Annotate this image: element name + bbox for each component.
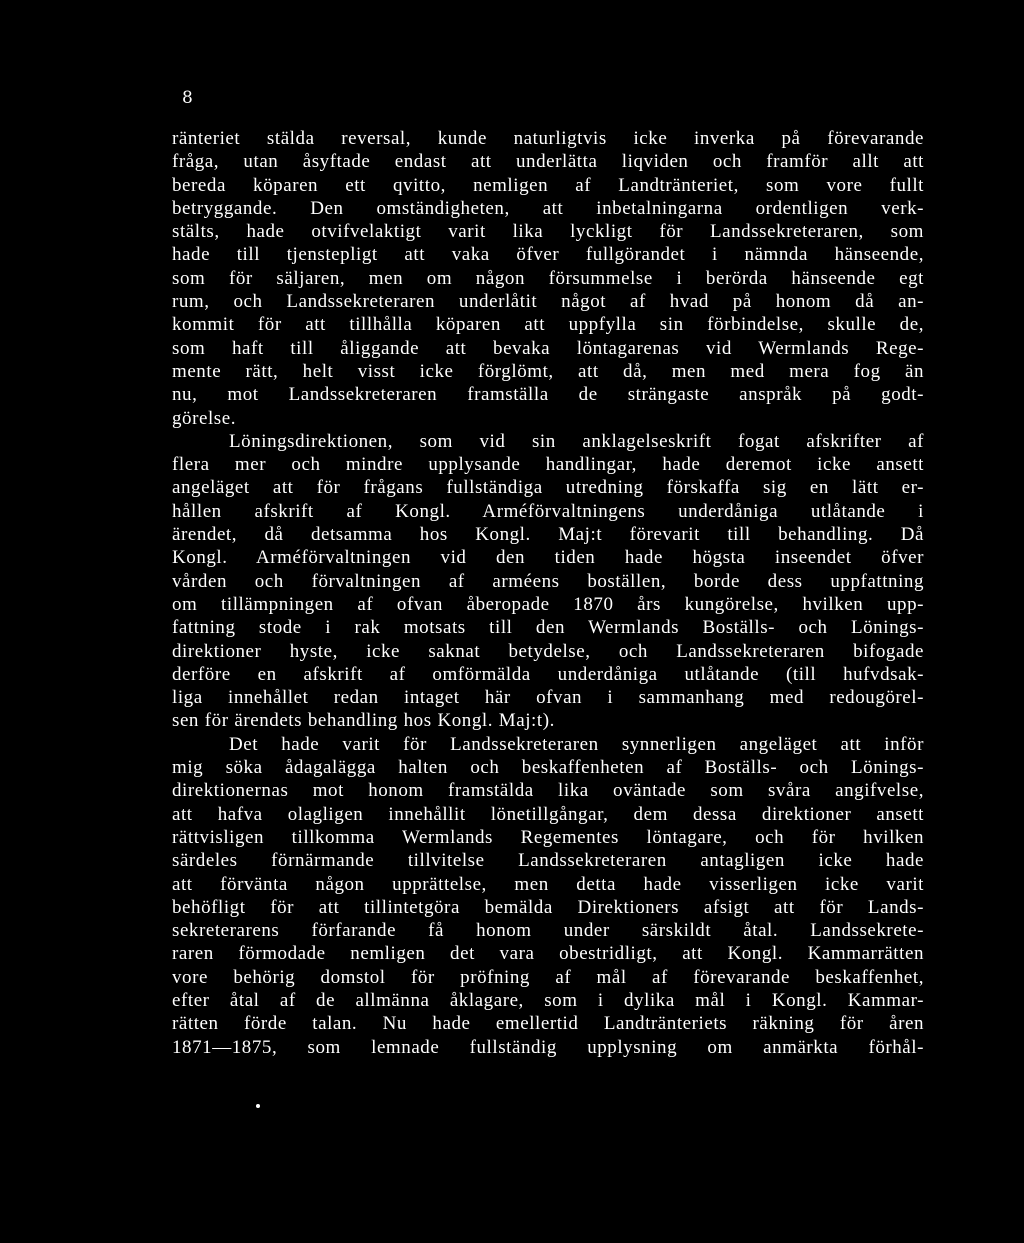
text-line: att förvänta någon upprättelse, men detta hade visserligen icke varit — [172, 873, 924, 895]
text-line: 1871—1875, som lemnade fullständig upplysning om anmärkta förhål- — [172, 1036, 924, 1058]
text-line: hade till tjenstepligt att vaka öfver fullgörandet i nämnda hänseende, — [172, 244, 924, 266]
text-line: rätten förde talan. Nu hade emellertid Landtränteriets räkning för åren — [172, 1013, 924, 1035]
text-line: stälts, hade otvifvelaktigt varit lika lyckligt för Landssekreteraren, som — [172, 221, 924, 243]
text-line: bereda köparen ett qvitto, nemligen af Landtränteriet, som vore fullt — [172, 174, 924, 196]
text-line: kommit för att tillhålla köparen att uppfylla sin förbindelse, skulle de, — [172, 314, 924, 336]
paragraph-1 — [172, 127, 924, 430]
page-number: 8 — [182, 88, 193, 108]
text-line: mig söka ådagalägga halten och beskaffenheten af Boställs- och Lönings- — [172, 757, 924, 779]
text-line: efter åtal af de allmänna åklagare, som i dylika mål i Kongl. Kammar- — [172, 989, 924, 1011]
text-line: betryggande. Den omständigheten, att inbetalningarna ordentligen verk- — [172, 197, 924, 219]
text-line: flera mer och mindre upplysande handlingar, hade deremot icke ansett — [172, 454, 924, 476]
text-line: Det hade varit för Landssekreteraren synnerligen angeläget att inför — [229, 733, 924, 755]
text-line: rättvisligen tillkomma Wermlands Regementes löntagare, och för hvilken — [172, 826, 924, 848]
paragraph-3 — [172, 733, 924, 1059]
text-line: vården och förvaltningen af arméens boställen, borde dess uppfattning — [172, 570, 924, 592]
text-line: liga innehållet redan intaget här ofvan i sammanhang med redougörel- — [172, 687, 924, 709]
paragraph-2 — [172, 430, 924, 733]
text-line: Kongl. Arméförvaltningen vid den tiden hade högsta inseendet öfver — [172, 547, 924, 569]
text-line: att hafva olagligen innehållit lönetillgångar, dem dessa direktioner ansett — [172, 803, 924, 825]
text-line: ärendet, då detsamma hos Kongl. Maj:t förevarit till behandling. Då — [172, 524, 924, 546]
text-line: sekreterarens förfarande få honom under särskildt åtal. Landssekrete- — [172, 920, 924, 942]
text-line: särdeles förnärmande tillvitelse Landssekreteraren antagligen icke hade — [172, 850, 924, 872]
text-line: sen för ärendets behandling hos Kongl. Maj:t). — [172, 710, 555, 732]
text-line: hållen afskrift af Kongl. Arméförvaltningens underdåniga utlåtande i — [172, 500, 924, 522]
text-line: om tillämpningen af ofvan åberopade 1870 års kungörelse, hvilken upp- — [172, 593, 924, 615]
text-line: mente rätt, helt visst icke förglömt, att då, men med mera fog än — [172, 360, 924, 382]
ink-speck — [256, 1104, 260, 1108]
text-line: direktionernas mot honom framstälda lika oväntade som svåra angifvelse, — [172, 780, 924, 802]
text-line: som för säljaren, men om någon försummelse i berörda hänseende egt — [172, 267, 924, 289]
text-line: direktioner hyste, icke saknat betydelse, och Landssekreteraren bifogade — [172, 640, 924, 662]
text-line: görelse. — [172, 407, 237, 429]
text-line: rum, och Landssekreteraren underlåtit något af hvad på honom då an- — [172, 291, 924, 313]
text-line: fattning stode i rak motsats till den Wermlands Boställs- och Lönings- — [172, 617, 924, 639]
text-line: derföre en afskrift af omförmälda underdåniga utlåtande (till hufvdsak- — [172, 663, 924, 685]
text-line: Löningsdirektionen, som vid sin anklagelseskrift fogat afskrifter af — [229, 430, 924, 452]
text-line: behöfligt för att tillintetgöra bemälda Direktioners afsigt att för Lands- — [172, 896, 924, 918]
text-line: angeläget att för frågans fullständiga utredning förskaffa sig en lätt er- — [172, 477, 924, 499]
text-line: som haft till åliggande att bevaka löntagarenas vid Wermlands Rege- — [172, 337, 924, 359]
body-text — [172, 127, 924, 1059]
text-line: vore behörig domstol för pröfning af mål af förevarande beskaffenhet, — [172, 966, 924, 988]
text-line: ränteriet stälda reversal, kunde naturligtvis icke inverka på förevarande — [172, 128, 924, 149]
text-line: nu, mot Landssekreteraren framställa de strängaste anspråk på godt- — [172, 384, 924, 406]
text-line: raren förmodade nemligen det vara obestridligt, att Kongl. Kammarrätten — [172, 943, 924, 965]
text-line: fråga, utan åsyftade endast att underlätta liqviden och framför allt att — [172, 151, 924, 173]
